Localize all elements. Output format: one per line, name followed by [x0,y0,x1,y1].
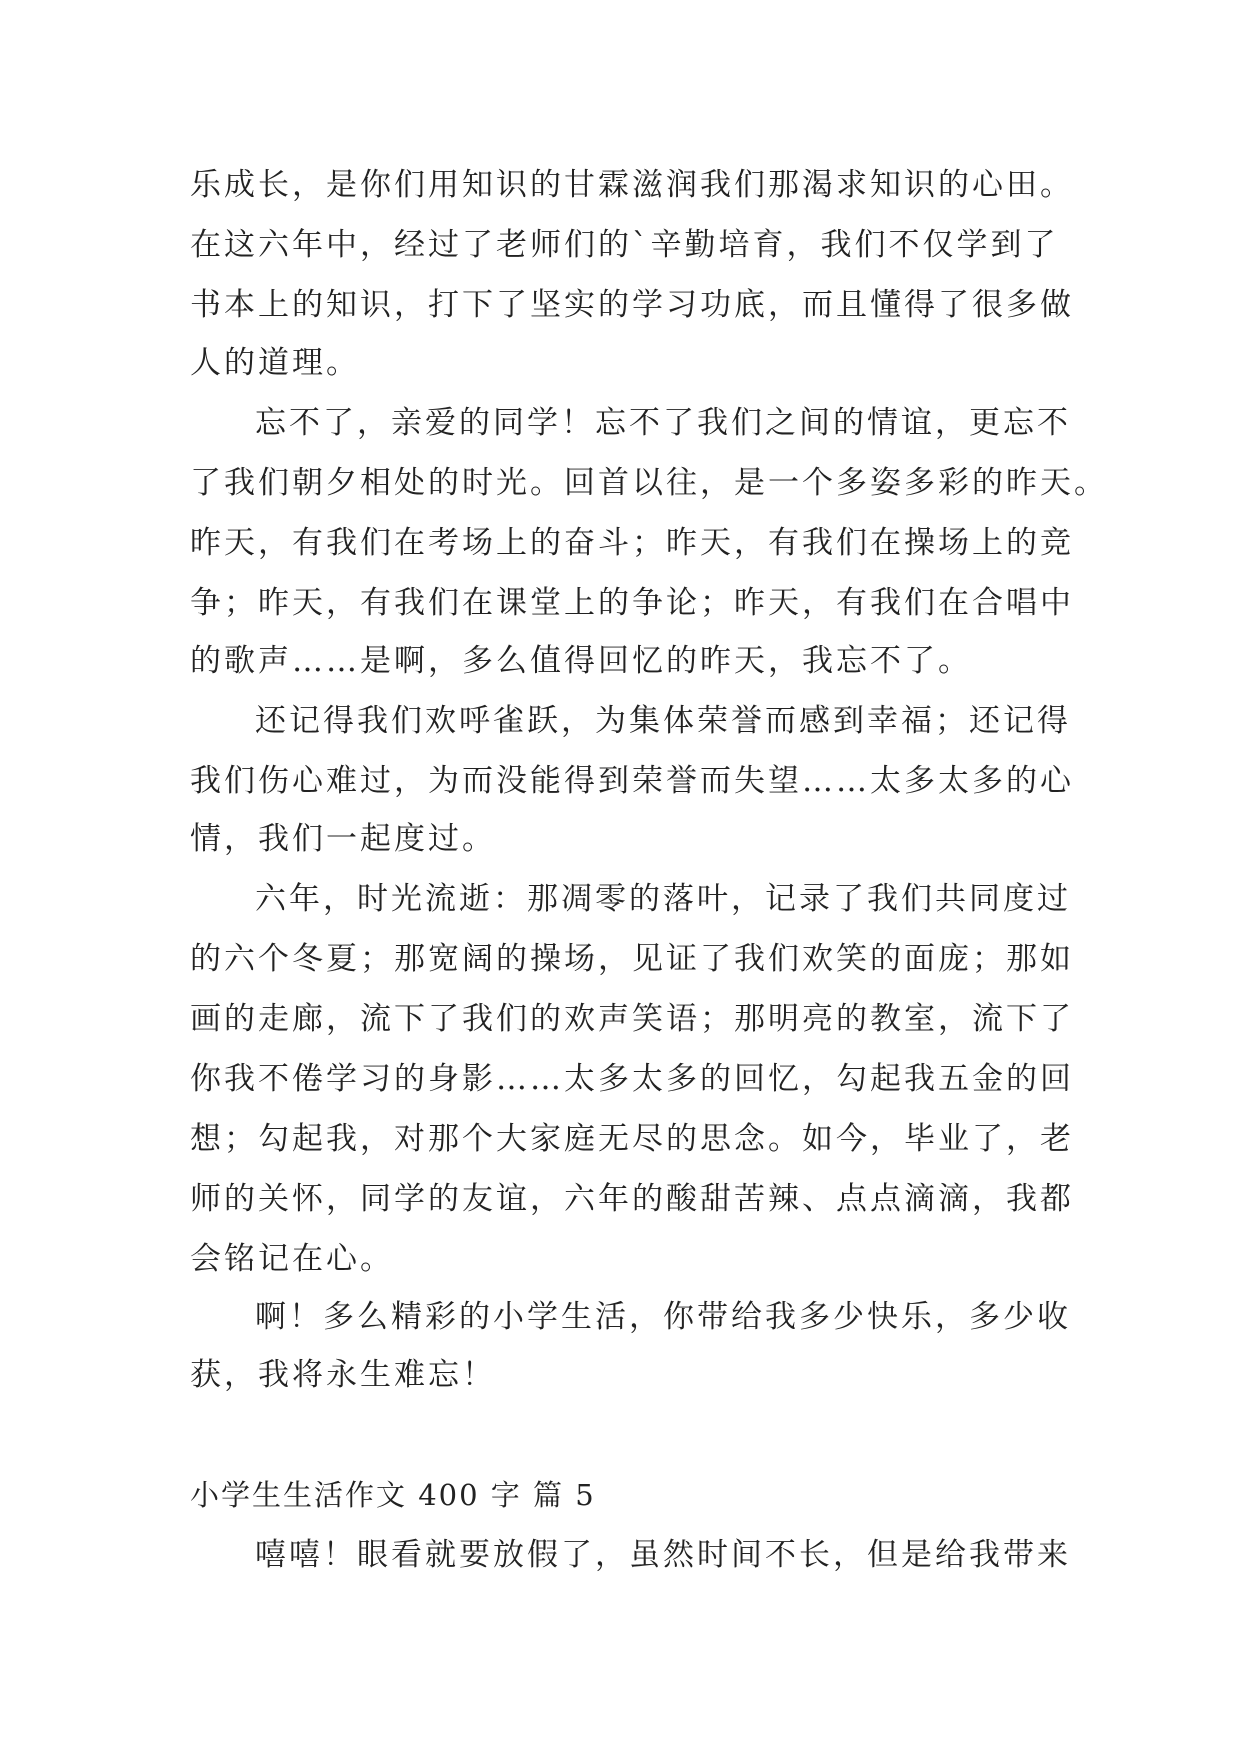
paragraph-line: 的歌声……是啊，多么值得回忆的昨天，我忘不了。 [190,643,972,679]
paragraph-line: 啊！多么精彩的小学生活，你带给我多少快乐，多少收 [255,1299,1071,1335]
paragraph-line: 还记得我们欢呼雀跃，为集体荣誉而感到幸福；还记得 [255,703,1071,739]
paragraph-line: 书本上的知识，打下了坚实的学习功底，而且懂得了很多做 [190,287,1074,323]
paragraph-line: 了我们朝夕相处的时光。回首以往，是一个多姿多彩的昨天。 [190,465,1108,501]
paragraph-line: 师的关怀，同学的友谊，六年的酸甜苦辣、点点滴滴，我都 [190,1181,1074,1217]
paragraph-line: 嘻嘻！眼看就要放假了，虽然时间不长，但是给我带来 [255,1537,1071,1573]
paragraph-line: 情，我们一起度过。 [190,821,496,857]
paragraph-line: 画的走廊，流下了我们的欢声笑语；那明亮的教室，流下了 [190,1001,1074,1037]
paragraph-line: 我们伤心难过，为而没能得到荣誉而失望……太多太多的心 [190,763,1074,799]
paragraph-line: 乐成长，是你们用知识的甘霖滋润我们那渴求知识的心田。 [190,167,1074,203]
paragraph-line: 想；勾起我，对那个大家庭无尽的思念。如今，毕业了，老 [190,1121,1074,1157]
paragraph-line: 六年，时光流逝：那凋零的落叶，记录了我们共同度过 [255,881,1071,917]
paragraph-line: 在这六年中，经过了老师们的`辛勤培育，我们不仅学到了 [190,227,1059,263]
paragraph-line: 昨天，有我们在考场上的奋斗；昨天，有我们在操场上的竞 [190,525,1074,561]
paragraph-line: 获，我将永生难忘！ [190,1357,496,1393]
paragraph-line: 的六个冬夏；那宽阔的操场，见证了我们欢笑的面庞；那如 [190,941,1074,977]
paragraph-line: 争；昨天，有我们在课堂上的争论；昨天，有我们在合唱中 [190,585,1074,621]
paragraph-line: 你我不倦学习的身影……太多太多的回忆，勾起我五金的回 [190,1061,1074,1097]
paragraph-line: 会铭记在心。 [190,1241,394,1277]
paragraph-line: 忘不了，亲爱的同学！忘不了我们之间的情谊，更忘不 [255,405,1071,441]
section-heading: 小学生生活作文 400 字 篇 5 [190,1478,596,1512]
paragraph-line: 人的道理。 [190,345,360,381]
